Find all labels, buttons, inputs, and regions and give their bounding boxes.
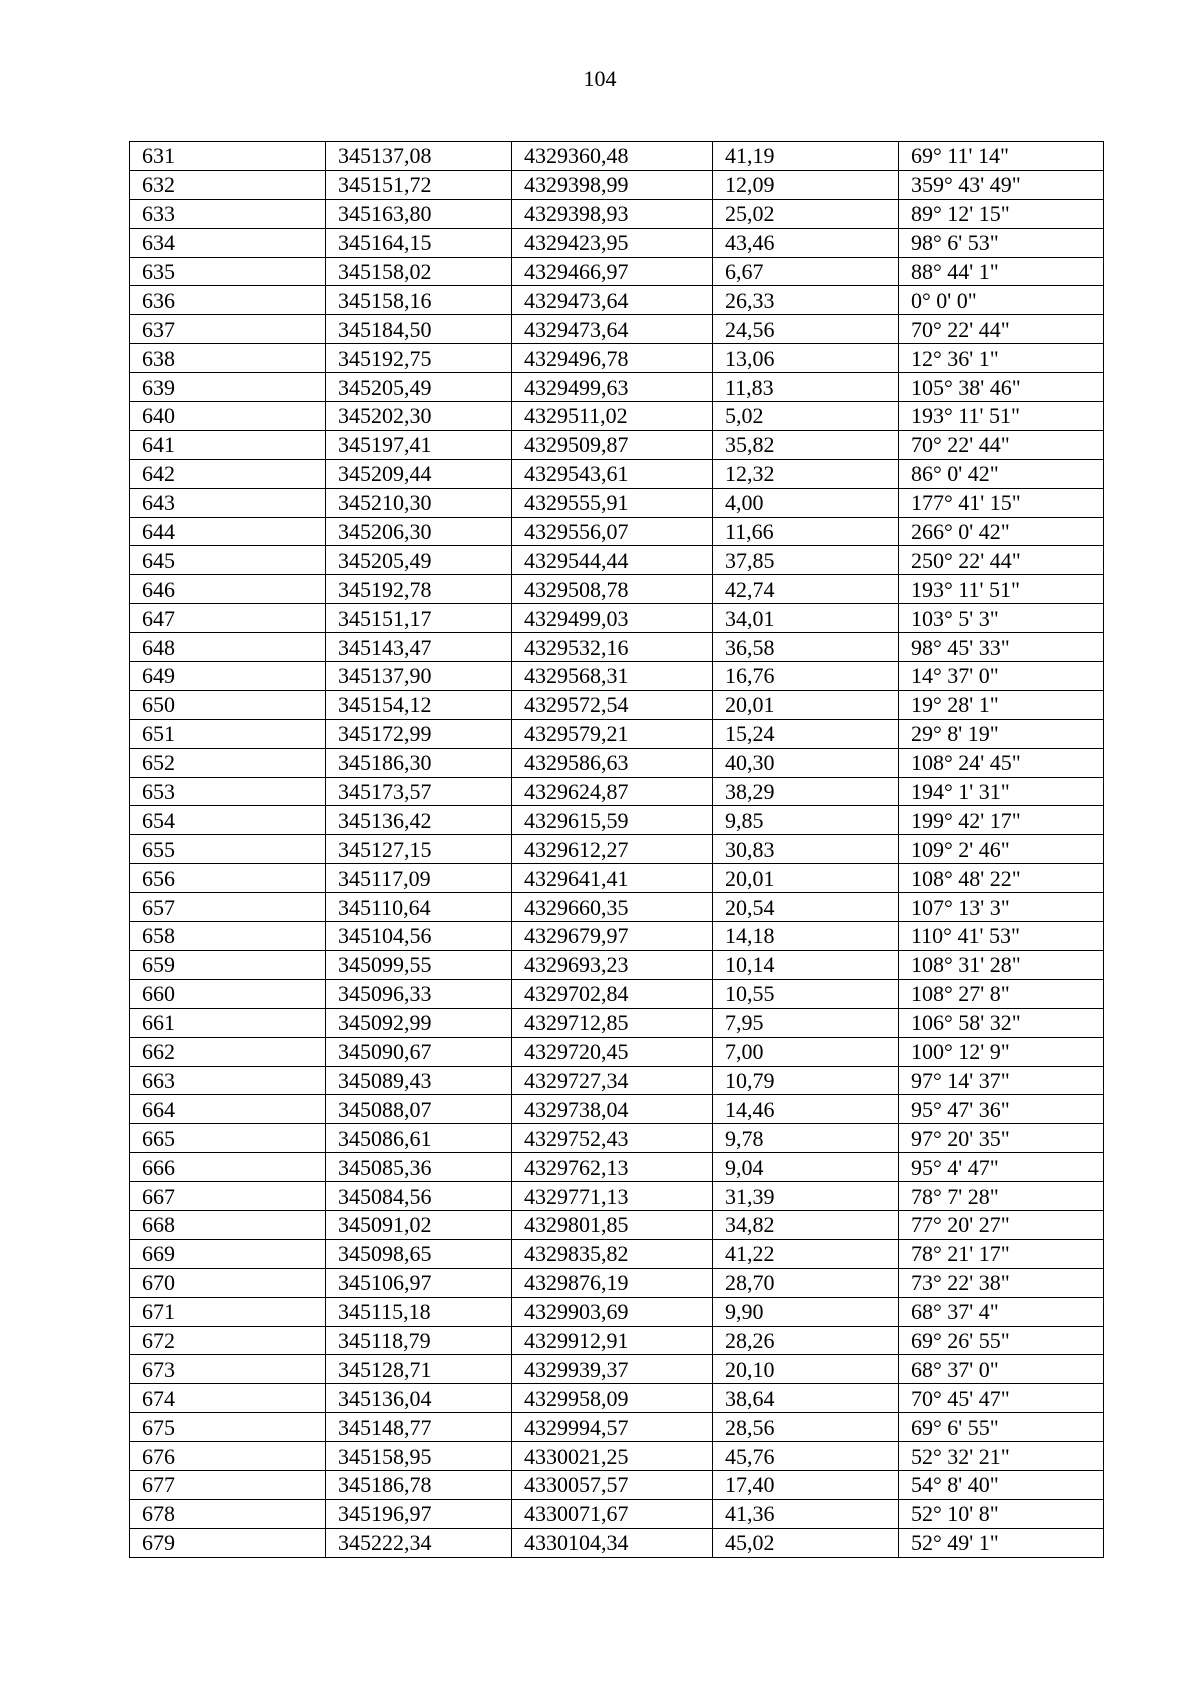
distance-cell: 11,83 <box>713 373 899 402</box>
bearing-cell: 78° 21' 17" <box>899 1239 1104 1268</box>
point-number-cell: 639 <box>130 373 326 402</box>
x-coordinate-cell: 345137,90 <box>326 662 512 691</box>
point-number-cell: 631 <box>130 142 326 171</box>
y-coordinate-cell: 4329693,23 <box>512 950 713 979</box>
table-row <box>130 748 1104 777</box>
table-row <box>130 1470 1104 1499</box>
x-coordinate-cell: 345206,30 <box>326 517 512 546</box>
bearing-cell: 69° 26' 55" <box>899 1326 1104 1355</box>
point-number-cell: 657 <box>130 893 326 922</box>
table-row <box>130 1268 1104 1297</box>
table-row <box>130 228 1104 257</box>
bearing-cell: 97° 14' 37" <box>899 1066 1104 1095</box>
y-coordinate-cell: 4329712,85 <box>512 1008 713 1037</box>
bearing-cell: 194° 1' 31" <box>899 777 1104 806</box>
bearing-cell: 89° 12' 15" <box>899 199 1104 228</box>
bearing-cell: 68° 37' 0" <box>899 1355 1104 1384</box>
distance-cell: 14,18 <box>713 922 899 951</box>
table-row <box>130 257 1104 286</box>
table-row <box>130 1528 1104 1557</box>
bearing-cell: 70° 22' 44" <box>899 430 1104 459</box>
distance-cell: 28,56 <box>713 1413 899 1442</box>
distance-cell: 40,30 <box>713 748 899 777</box>
x-coordinate-cell: 345205,49 <box>326 373 512 402</box>
bearing-cell: 77° 20' 27" <box>899 1210 1104 1239</box>
point-number-cell: 650 <box>130 690 326 719</box>
distance-cell: 10,14 <box>713 950 899 979</box>
distance-cell: 13,06 <box>713 344 899 373</box>
x-coordinate-cell: 345210,30 <box>326 488 512 517</box>
distance-cell: 37,85 <box>713 546 899 575</box>
bearing-cell: 97° 20' 35" <box>899 1124 1104 1153</box>
y-coordinate-cell: 4329762,13 <box>512 1153 713 1182</box>
bearing-cell: 105° 38' 46" <box>899 373 1104 402</box>
x-coordinate-cell: 345098,65 <box>326 1239 512 1268</box>
table-row <box>130 170 1104 199</box>
distance-cell: 5,02 <box>713 402 899 431</box>
x-coordinate-cell: 345115,18 <box>326 1297 512 1326</box>
x-coordinate-cell: 345192,75 <box>326 344 512 373</box>
y-coordinate-cell: 4329912,91 <box>512 1326 713 1355</box>
x-coordinate-cell: 345137,08 <box>326 142 512 171</box>
y-coordinate-cell: 4329738,04 <box>512 1095 713 1124</box>
table-row <box>130 315 1104 344</box>
distance-cell: 11,66 <box>713 517 899 546</box>
bearing-cell: 108° 48' 22" <box>899 864 1104 893</box>
x-coordinate-cell: 345205,49 <box>326 546 512 575</box>
distance-cell: 28,26 <box>713 1326 899 1355</box>
table-row <box>130 142 1104 171</box>
point-number-cell: 635 <box>130 257 326 286</box>
point-number-cell: 679 <box>130 1528 326 1557</box>
bearing-cell: 70° 22' 44" <box>899 315 1104 344</box>
point-number-cell: 641 <box>130 430 326 459</box>
table-row <box>130 1442 1104 1471</box>
bearing-cell: 78° 7' 28" <box>899 1182 1104 1211</box>
distance-cell: 26,33 <box>713 286 899 315</box>
distance-cell: 43,46 <box>713 228 899 257</box>
y-coordinate-cell: 4330021,25 <box>512 1442 713 1471</box>
x-coordinate-cell: 345099,55 <box>326 950 512 979</box>
point-number-cell: 633 <box>130 199 326 228</box>
y-coordinate-cell: 4329771,13 <box>512 1182 713 1211</box>
table-row <box>130 719 1104 748</box>
y-coordinate-cell: 4330104,34 <box>512 1528 713 1557</box>
point-number-cell: 649 <box>130 662 326 691</box>
table-row <box>130 979 1104 1008</box>
point-number-cell: 654 <box>130 806 326 835</box>
x-coordinate-cell: 345202,30 <box>326 402 512 431</box>
y-coordinate-cell: 4330071,67 <box>512 1499 713 1528</box>
x-coordinate-cell: 345091,02 <box>326 1210 512 1239</box>
table-row <box>130 1095 1104 1124</box>
bearing-cell: 95° 4' 47" <box>899 1153 1104 1182</box>
y-coordinate-cell: 4329876,19 <box>512 1268 713 1297</box>
x-coordinate-cell: 345148,77 <box>326 1413 512 1442</box>
table-row <box>130 1499 1104 1528</box>
bearing-cell: 0° 0' 0" <box>899 286 1104 315</box>
distance-cell: 7,95 <box>713 1008 899 1037</box>
point-number-cell: 652 <box>130 748 326 777</box>
x-coordinate-cell: 345222,34 <box>326 1528 512 1557</box>
table-row <box>130 690 1104 719</box>
distance-cell: 42,74 <box>713 575 899 604</box>
point-number-cell: 647 <box>130 604 326 633</box>
table-row <box>130 806 1104 835</box>
distance-cell: 10,79 <box>713 1066 899 1095</box>
page-number: 104 <box>583 66 617 91</box>
bearing-cell: 19° 28' 1" <box>899 690 1104 719</box>
point-number-cell: 642 <box>130 459 326 488</box>
distance-cell: 38,64 <box>713 1384 899 1413</box>
table-row <box>130 1384 1104 1413</box>
y-coordinate-cell: 4329509,87 <box>512 430 713 459</box>
point-number-cell: 663 <box>130 1066 326 1095</box>
point-number-cell: 666 <box>130 1153 326 1182</box>
bearing-cell: 14° 37' 0" <box>899 662 1104 691</box>
bearing-cell: 54° 8' 40" <box>899 1470 1104 1499</box>
table-row <box>130 864 1104 893</box>
table-row <box>130 459 1104 488</box>
table-row <box>130 1008 1104 1037</box>
distance-cell: 25,02 <box>713 199 899 228</box>
bearing-cell: 199° 42' 17" <box>899 806 1104 835</box>
table-row <box>130 604 1104 633</box>
coordinates-table <box>129 141 1104 1558</box>
x-coordinate-cell: 345136,04 <box>326 1384 512 1413</box>
x-coordinate-cell: 345163,80 <box>326 199 512 228</box>
x-coordinate-cell: 345209,44 <box>326 459 512 488</box>
point-number-cell: 674 <box>130 1384 326 1413</box>
point-number-cell: 665 <box>130 1124 326 1153</box>
table-row <box>130 488 1104 517</box>
x-coordinate-cell: 345127,15 <box>326 835 512 864</box>
point-number-cell: 636 <box>130 286 326 315</box>
point-number-cell: 672 <box>130 1326 326 1355</box>
table-row <box>130 1297 1104 1326</box>
y-coordinate-cell: 4329466,97 <box>512 257 713 286</box>
y-coordinate-cell: 4329398,93 <box>512 199 713 228</box>
point-number-cell: 651 <box>130 719 326 748</box>
table-row <box>130 1182 1104 1211</box>
y-coordinate-cell: 4329473,64 <box>512 315 713 344</box>
y-coordinate-cell: 4329720,45 <box>512 1037 713 1066</box>
x-coordinate-cell: 345184,50 <box>326 315 512 344</box>
y-coordinate-cell: 4329615,59 <box>512 806 713 835</box>
distance-cell: 9,04 <box>713 1153 899 1182</box>
point-number-cell: 645 <box>130 546 326 575</box>
y-coordinate-cell: 4329555,91 <box>512 488 713 517</box>
y-coordinate-cell: 4329939,37 <box>512 1355 713 1384</box>
x-coordinate-cell: 345196,97 <box>326 1499 512 1528</box>
x-coordinate-cell: 345158,95 <box>326 1442 512 1471</box>
point-number-cell: 667 <box>130 1182 326 1211</box>
distance-cell: 35,82 <box>713 430 899 459</box>
point-number-cell: 675 <box>130 1413 326 1442</box>
table-row <box>130 1210 1104 1239</box>
point-number-cell: 643 <box>130 488 326 517</box>
y-coordinate-cell: 4329624,87 <box>512 777 713 806</box>
table-row <box>130 633 1104 662</box>
distance-cell: 9,90 <box>713 1297 899 1326</box>
distance-cell: 41,36 <box>713 1499 899 1528</box>
bearing-cell: 69° 6' 55" <box>899 1413 1104 1442</box>
x-coordinate-cell: 345151,17 <box>326 604 512 633</box>
y-coordinate-cell: 4329586,63 <box>512 748 713 777</box>
point-number-cell: 640 <box>130 402 326 431</box>
x-coordinate-cell: 345158,16 <box>326 286 512 315</box>
distance-cell: 41,22 <box>713 1239 899 1268</box>
x-coordinate-cell: 345192,78 <box>326 575 512 604</box>
table-row <box>130 546 1104 575</box>
y-coordinate-cell: 4329572,54 <box>512 690 713 719</box>
x-coordinate-cell: 345106,97 <box>326 1268 512 1297</box>
x-coordinate-cell: 345088,07 <box>326 1095 512 1124</box>
point-number-cell: 673 <box>130 1355 326 1384</box>
table-row <box>130 517 1104 546</box>
distance-cell: 20,10 <box>713 1355 899 1384</box>
bearing-cell: 109° 2' 46" <box>899 835 1104 864</box>
table-row <box>130 950 1104 979</box>
bearing-cell: 29° 8' 19" <box>899 719 1104 748</box>
distance-cell: 24,56 <box>713 315 899 344</box>
x-coordinate-cell: 345154,12 <box>326 690 512 719</box>
table-row <box>130 344 1104 373</box>
x-coordinate-cell: 345104,56 <box>326 922 512 951</box>
distance-cell: 34,01 <box>713 604 899 633</box>
bearing-cell: 106° 58' 32" <box>899 1008 1104 1037</box>
point-number-cell: 644 <box>130 517 326 546</box>
bearing-cell: 266° 0' 42" <box>899 517 1104 546</box>
point-number-cell: 678 <box>130 1499 326 1528</box>
y-coordinate-cell: 4329702,84 <box>512 979 713 1008</box>
x-coordinate-cell: 345197,41 <box>326 430 512 459</box>
y-coordinate-cell: 4329398,99 <box>512 170 713 199</box>
bearing-cell: 108° 24' 45" <box>899 748 1104 777</box>
table-row <box>130 430 1104 459</box>
bearing-cell: 103° 5' 3" <box>899 604 1104 633</box>
table-row <box>130 402 1104 431</box>
distance-cell: 9,78 <box>713 1124 899 1153</box>
bearing-cell: 110° 41' 53" <box>899 922 1104 951</box>
bearing-cell: 107° 13' 3" <box>899 893 1104 922</box>
table-row <box>130 922 1104 951</box>
distance-cell: 16,76 <box>713 662 899 691</box>
bearing-cell: 108° 31' 28" <box>899 950 1104 979</box>
x-coordinate-cell: 345110,64 <box>326 893 512 922</box>
distance-cell: 45,76 <box>713 1442 899 1471</box>
bearing-cell: 86° 0' 42" <box>899 459 1104 488</box>
x-coordinate-cell: 345092,99 <box>326 1008 512 1037</box>
point-number-cell: 670 <box>130 1268 326 1297</box>
x-coordinate-cell: 345136,42 <box>326 806 512 835</box>
x-coordinate-cell: 345118,79 <box>326 1326 512 1355</box>
table-row <box>130 1355 1104 1384</box>
table-row <box>130 575 1104 604</box>
table-row <box>130 1153 1104 1182</box>
table-row <box>130 893 1104 922</box>
y-coordinate-cell: 4329801,85 <box>512 1210 713 1239</box>
y-coordinate-cell: 4329660,35 <box>512 893 713 922</box>
table-row <box>130 1239 1104 1268</box>
point-number-cell: 676 <box>130 1442 326 1471</box>
y-coordinate-cell: 4329641,41 <box>512 864 713 893</box>
table-row <box>130 1066 1104 1095</box>
y-coordinate-cell: 4329473,64 <box>512 286 713 315</box>
point-number-cell: 632 <box>130 170 326 199</box>
x-coordinate-cell: 345086,61 <box>326 1124 512 1153</box>
x-coordinate-cell: 345096,33 <box>326 979 512 1008</box>
point-number-cell: 659 <box>130 950 326 979</box>
point-number-cell: 638 <box>130 344 326 373</box>
x-coordinate-cell: 345117,09 <box>326 864 512 893</box>
table-row <box>130 1037 1104 1066</box>
point-number-cell: 660 <box>130 979 326 1008</box>
x-coordinate-cell: 345172,99 <box>326 719 512 748</box>
y-coordinate-cell: 4329508,78 <box>512 575 713 604</box>
distance-cell: 9,85 <box>713 806 899 835</box>
y-coordinate-cell: 4329994,57 <box>512 1413 713 1442</box>
y-coordinate-cell: 4329496,78 <box>512 344 713 373</box>
table-row <box>130 1326 1104 1355</box>
x-coordinate-cell: 345128,71 <box>326 1355 512 1384</box>
y-coordinate-cell: 4329903,69 <box>512 1297 713 1326</box>
bearing-cell: 193° 11' 51" <box>899 575 1104 604</box>
coordinates-table-body <box>130 142 1104 1558</box>
point-number-cell: 655 <box>130 835 326 864</box>
distance-cell: 4,00 <box>713 488 899 517</box>
distance-cell: 41,19 <box>713 142 899 171</box>
bearing-cell: 52° 10' 8" <box>899 1499 1104 1528</box>
distance-cell: 17,40 <box>713 1470 899 1499</box>
y-coordinate-cell: 4329499,03 <box>512 604 713 633</box>
table-row <box>130 1124 1104 1153</box>
table-row <box>130 286 1104 315</box>
table-row <box>130 1413 1104 1442</box>
bearing-cell: 95° 47' 36" <box>899 1095 1104 1124</box>
y-coordinate-cell: 4329835,82 <box>512 1239 713 1268</box>
x-coordinate-cell: 345158,02 <box>326 257 512 286</box>
point-number-cell: 668 <box>130 1210 326 1239</box>
x-coordinate-cell: 345186,78 <box>326 1470 512 1499</box>
bearing-cell: 98° 45' 33" <box>899 633 1104 662</box>
point-number-cell: 658 <box>130 922 326 951</box>
point-number-cell: 661 <box>130 1008 326 1037</box>
y-coordinate-cell: 4329679,97 <box>512 922 713 951</box>
point-number-cell: 669 <box>130 1239 326 1268</box>
x-coordinate-cell: 345085,36 <box>326 1153 512 1182</box>
bearing-cell: 52° 49' 1" <box>899 1528 1104 1557</box>
y-coordinate-cell: 4329752,43 <box>512 1124 713 1153</box>
y-coordinate-cell: 4330057,57 <box>512 1470 713 1499</box>
x-coordinate-cell: 345164,15 <box>326 228 512 257</box>
distance-cell: 20,54 <box>713 893 899 922</box>
y-coordinate-cell: 4329556,07 <box>512 517 713 546</box>
bearing-cell: 68° 37' 4" <box>899 1297 1104 1326</box>
bearing-cell: 193° 11' 51" <box>899 402 1104 431</box>
distance-cell: 12,32 <box>713 459 899 488</box>
bearing-cell: 70° 45' 47" <box>899 1384 1104 1413</box>
x-coordinate-cell: 345090,67 <box>326 1037 512 1066</box>
point-number-cell: 671 <box>130 1297 326 1326</box>
bearing-cell: 100° 12' 9" <box>899 1037 1104 1066</box>
y-coordinate-cell: 4329958,09 <box>512 1384 713 1413</box>
point-number-cell: 653 <box>130 777 326 806</box>
bearing-cell: 98° 6' 53" <box>899 228 1104 257</box>
table-row <box>130 662 1104 691</box>
bearing-cell: 73° 22' 38" <box>899 1268 1104 1297</box>
table-row <box>130 777 1104 806</box>
x-coordinate-cell: 345143,47 <box>326 633 512 662</box>
bearing-cell: 250° 22' 44" <box>899 546 1104 575</box>
x-coordinate-cell: 345151,72 <box>326 170 512 199</box>
table-row <box>130 835 1104 864</box>
distance-cell: 31,39 <box>713 1182 899 1211</box>
distance-cell: 20,01 <box>713 690 899 719</box>
distance-cell: 30,83 <box>713 835 899 864</box>
x-coordinate-cell: 345084,56 <box>326 1182 512 1211</box>
y-coordinate-cell: 4329612,27 <box>512 835 713 864</box>
point-number-cell: 637 <box>130 315 326 344</box>
bearing-cell: 69° 11' 14" <box>899 142 1104 171</box>
y-coordinate-cell: 4329423,95 <box>512 228 713 257</box>
y-coordinate-cell: 4329360,48 <box>512 142 713 171</box>
y-coordinate-cell: 4329727,34 <box>512 1066 713 1095</box>
distance-cell: 6,67 <box>713 257 899 286</box>
distance-cell: 45,02 <box>713 1528 899 1557</box>
distance-cell: 12,09 <box>713 170 899 199</box>
x-coordinate-cell: 345173,57 <box>326 777 512 806</box>
bearing-cell: 108° 27' 8" <box>899 979 1104 1008</box>
distance-cell: 10,55 <box>713 979 899 1008</box>
y-coordinate-cell: 4329511,02 <box>512 402 713 431</box>
y-coordinate-cell: 4329543,61 <box>512 459 713 488</box>
x-coordinate-cell: 345186,30 <box>326 748 512 777</box>
distance-cell: 34,82 <box>713 1210 899 1239</box>
bearing-cell: 88° 44' 1" <box>899 257 1104 286</box>
y-coordinate-cell: 4329568,31 <box>512 662 713 691</box>
bearing-cell: 12° 36' 1" <box>899 344 1104 373</box>
point-number-cell: 648 <box>130 633 326 662</box>
distance-cell: 7,00 <box>713 1037 899 1066</box>
distance-cell: 20,01 <box>713 864 899 893</box>
bearing-cell: 359° 43' 49" <box>899 170 1104 199</box>
distance-cell: 14,46 <box>713 1095 899 1124</box>
distance-cell: 15,24 <box>713 719 899 748</box>
point-number-cell: 664 <box>130 1095 326 1124</box>
distance-cell: 36,58 <box>713 633 899 662</box>
y-coordinate-cell: 4329544,44 <box>512 546 713 575</box>
point-number-cell: 662 <box>130 1037 326 1066</box>
table-row <box>130 373 1104 402</box>
y-coordinate-cell: 4329579,21 <box>512 719 713 748</box>
table-row <box>130 199 1104 228</box>
point-number-cell: 677 <box>130 1470 326 1499</box>
point-number-cell: 646 <box>130 575 326 604</box>
distance-cell: 38,29 <box>713 777 899 806</box>
x-coordinate-cell: 345089,43 <box>326 1066 512 1095</box>
distance-cell: 28,70 <box>713 1268 899 1297</box>
point-number-cell: 656 <box>130 864 326 893</box>
y-coordinate-cell: 4329499,63 <box>512 373 713 402</box>
point-number-cell: 634 <box>130 228 326 257</box>
y-coordinate-cell: 4329532,16 <box>512 633 713 662</box>
bearing-cell: 52° 32' 21" <box>899 1442 1104 1471</box>
bearing-cell: 177° 41' 15" <box>899 488 1104 517</box>
